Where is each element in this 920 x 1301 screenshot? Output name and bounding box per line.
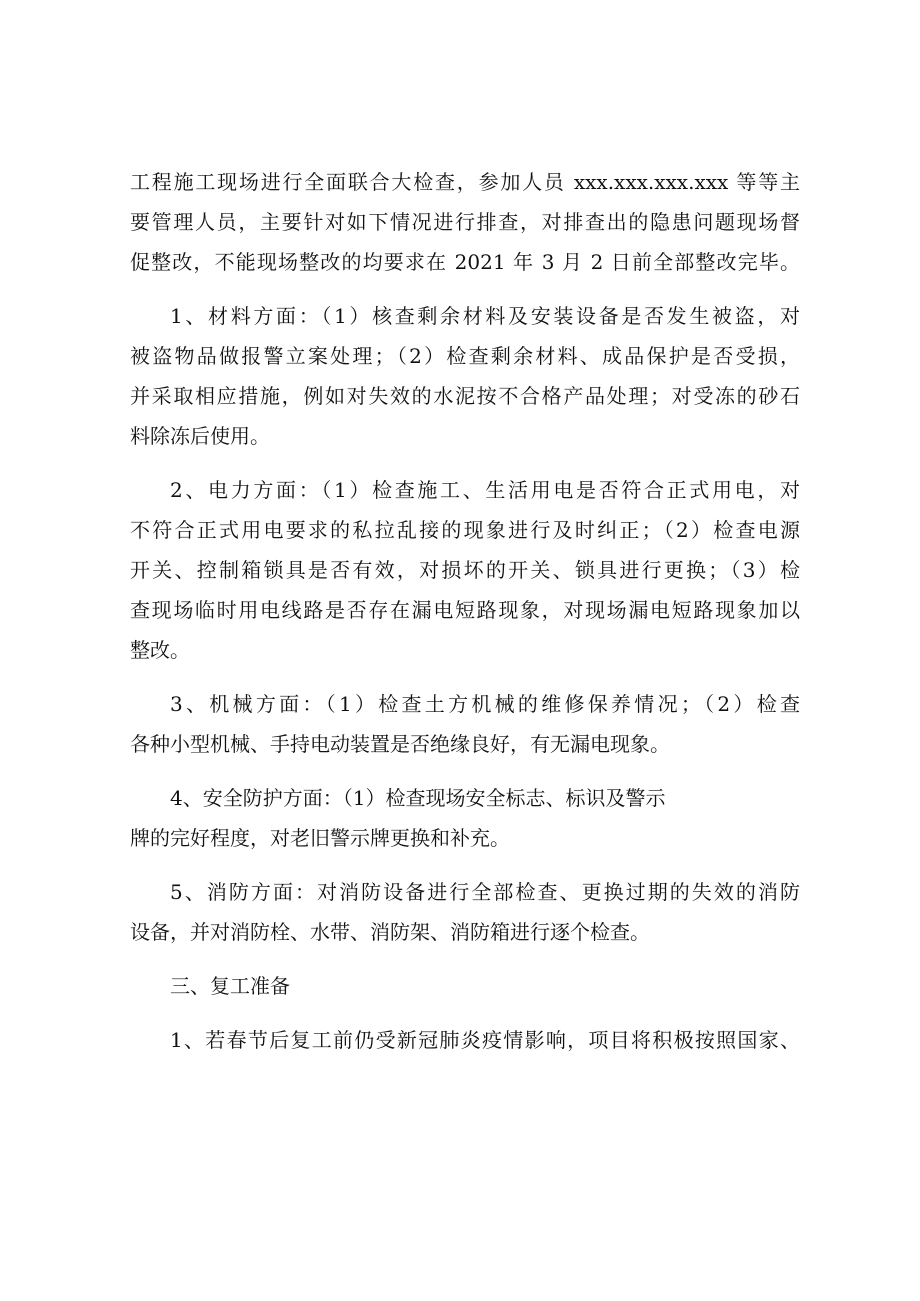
text-line: 工程施工现场进行全面联合大检查，参加人员 xxx.xxx.xxx.xxx 等等主 bbox=[130, 170, 800, 194]
text-line: 被盗物品做报警立案处理；（2）检查剩余材料、成品保护是否受损， bbox=[130, 344, 800, 368]
paragraph-fire bbox=[130, 872, 800, 952]
text-line: 牌的完好程度，对老旧警示牌更换和补充。 bbox=[130, 826, 510, 850]
paragraph-prep1 bbox=[130, 1020, 800, 1060]
text-line: 料除冻后使用。 bbox=[130, 424, 270, 448]
text-line: 整改。 bbox=[130, 638, 190, 662]
text-line: 3、机械方面：（1）检查土方机械的维修保养情况；（2）检查 bbox=[170, 692, 800, 716]
paragraph-safety bbox=[130, 778, 800, 858]
paragraph-power bbox=[130, 470, 800, 670]
text-line: 各种小型机械、手持电动装置是否绝缘良好，有无漏电现象。 bbox=[130, 732, 670, 756]
text-line: 促整改，不能现场整改的均要求在 2021 年 3 月 2 日前全部整改完毕。 bbox=[130, 250, 800, 274]
text-line: 开关、控制箱锁具是否有效，对损坏的开关、锁具进行更换；（3）检 bbox=[130, 558, 800, 582]
text-line: 设备，并对消防栓、水带、消防架、消防箱进行逐个检查。 bbox=[130, 920, 650, 944]
section-heading bbox=[130, 966, 800, 1006]
text-line: 并采取相应措施，例如对失效的水泥按不合格产品处理；对受冻的砂石 bbox=[130, 384, 800, 408]
text-line: 不符合正式用电要求的私拉乱接的现象进行及时纠正；（2）检查电源 bbox=[130, 518, 800, 542]
text-line: 1、若春节后复工前仍受新冠肺炎疫情影响，项目将积极按照国家、 bbox=[170, 1028, 800, 1052]
text-line: 1、材料方面：（1）核查剩余材料及安装设备是否发生被盗，对 bbox=[170, 304, 800, 328]
text-line: 4、安全防护方面：（1）检查现场安全标志、标识及警示 bbox=[170, 786, 666, 810]
paragraph-machinery bbox=[130, 684, 800, 764]
text-line: 5、消防方面：对消防设备进行全部检查、更换过期的失效的消防 bbox=[170, 880, 800, 904]
section-title: 三、复工准备 bbox=[170, 974, 290, 998]
text-line: 查现场临时用电线路是否存在漏电短路现象，对现场漏电短路现象加以 bbox=[130, 598, 800, 622]
text-line: 要管理人员，主要针对如下情况进行排查，对排查出的隐患问题现场督 bbox=[130, 210, 800, 234]
paragraph-materials bbox=[130, 296, 800, 456]
text-line: 2、电力方面：（1）检查施工、生活用电是否符合正式用电，对 bbox=[170, 478, 800, 502]
paragraph-intro bbox=[130, 162, 800, 282]
document-body bbox=[130, 162, 800, 1060]
